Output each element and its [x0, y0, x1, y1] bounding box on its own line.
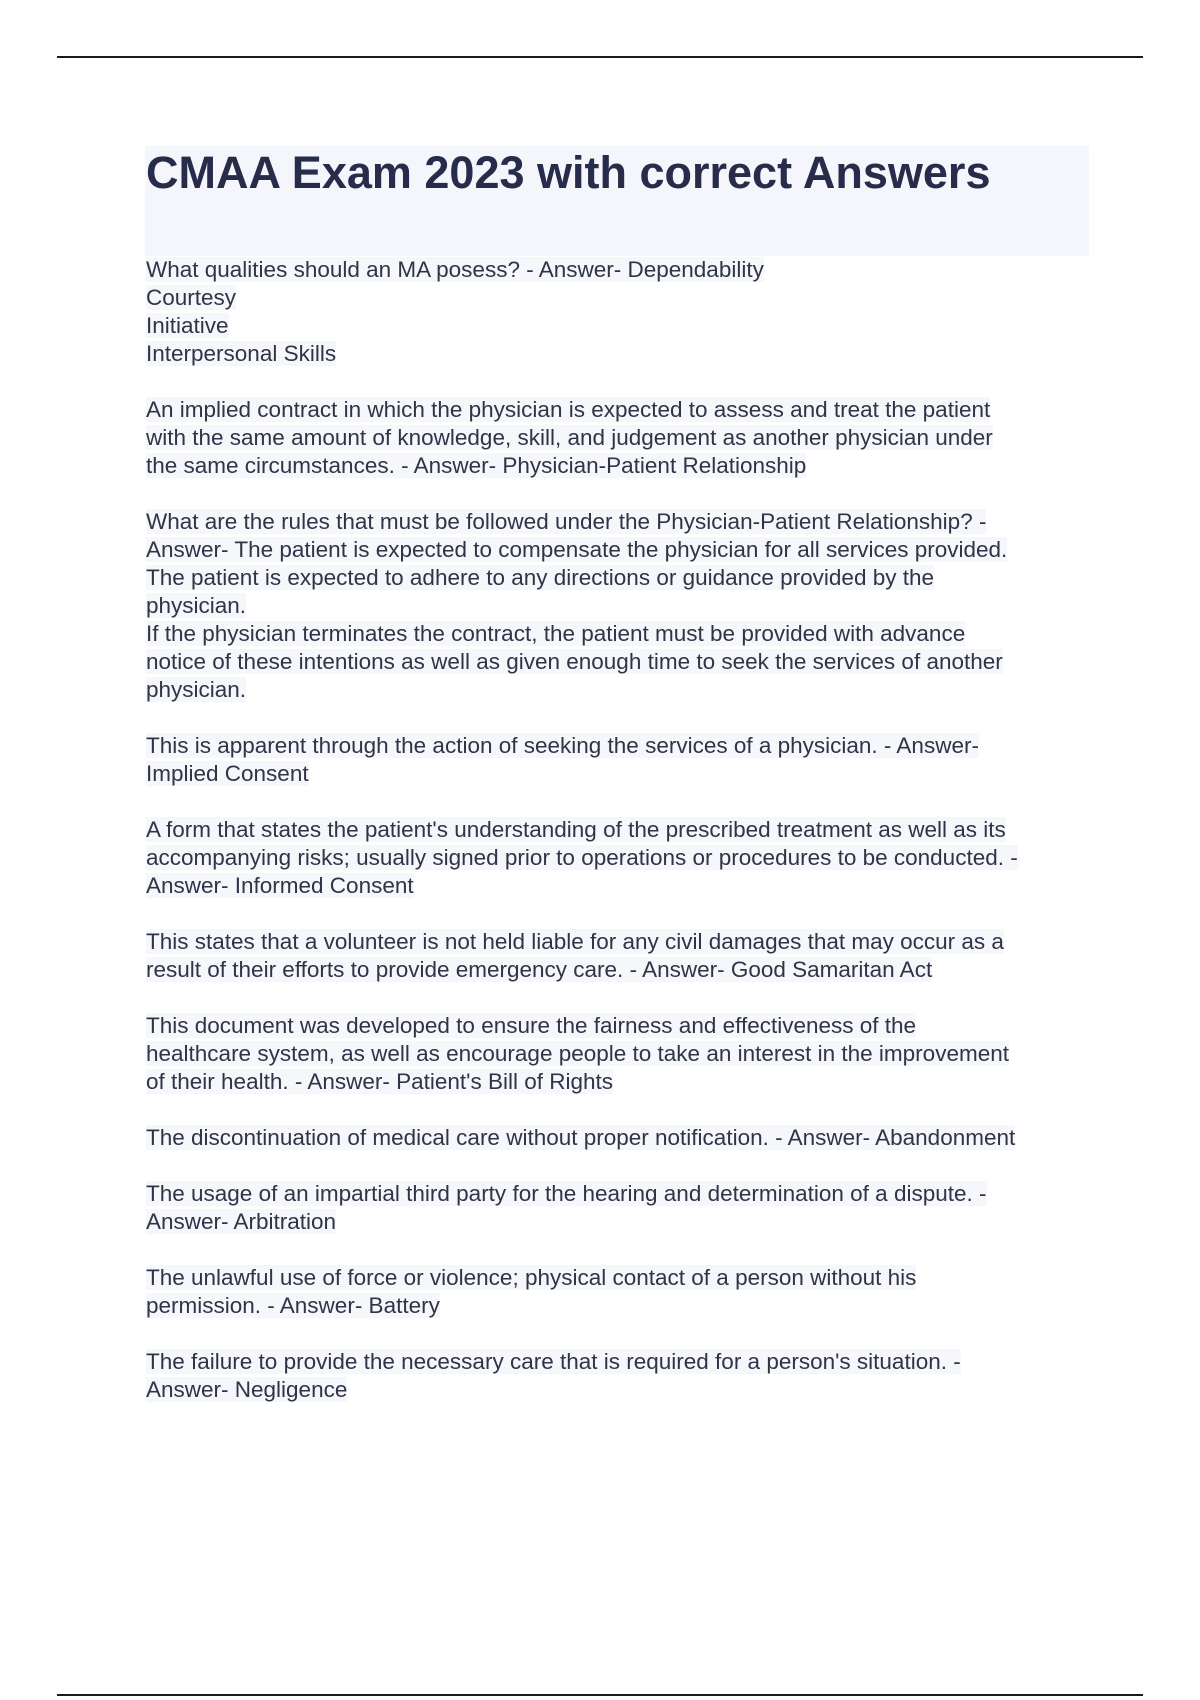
qa-line: physician. — [146, 593, 247, 618]
qa-entry — [146, 1124, 1096, 1152]
qa-line: Answer- Arbitration — [146, 1209, 337, 1234]
qa-line: Initiative — [146, 313, 229, 338]
qa-line: What qualities should an MA posess? - Answer- Dependability — [146, 257, 764, 282]
qa-line: The failure to provide the necessary care that is required for a person's situation. - — [146, 1349, 961, 1374]
qa-line: result of their efforts to provide emergency care. - Answer- Good Samaritan Act — [146, 957, 933, 982]
document-title: CMAA Exam 2023 with correct Answers — [146, 147, 991, 198]
qa-line: permission. - Answer- Battery — [146, 1293, 440, 1318]
qa-line: Answer- The patient is expected to compensate the physician for all services provided. — [146, 537, 1008, 562]
qa-line: This states that a volunteer is not held liable for any civil damages that may occur as a — [146, 929, 1004, 954]
qa-entry — [146, 508, 1096, 704]
qa-line: This document was developed to ensure the fairness and effectiveness of the — [146, 1013, 917, 1038]
header-rule — [57, 56, 1143, 58]
qa-line: physician. — [146, 677, 247, 702]
qa-entry — [146, 1264, 1096, 1320]
qa-line: An implied contract in which the physician is expected to assess and treat the patient — [146, 397, 991, 422]
qa-line: The discontinuation of medical care without proper notification. - Answer- Abandonment — [146, 1125, 1016, 1150]
qa-line: If the physician terminates the contract, the patient must be provided with advance — [146, 621, 966, 646]
qa-line: The usage of an impartial third party for the hearing and determination of a dispute. - — [146, 1181, 987, 1206]
qa-line: This is apparent through the action of seeking the services of a physician. - Answer- — [146, 733, 979, 758]
qa-entry — [146, 928, 1096, 984]
qa-entry — [146, 256, 1096, 368]
qa-line: Answer- Informed Consent — [146, 873, 414, 898]
qa-entry — [146, 816, 1096, 900]
qa-line: healthcare system, as well as encourage people to take an interest in the improvement — [146, 1041, 1009, 1066]
qa-line: the same circumstances. - Answer- Physician-Patient Relationship — [146, 453, 807, 478]
qa-line: of their health. - Answer- Patient's Bill of Rights — [146, 1069, 614, 1094]
qa-line: Courtesy — [146, 285, 237, 310]
qa-list — [146, 256, 1096, 1432]
qa-entry — [146, 1348, 1096, 1404]
qa-entry — [146, 1180, 1096, 1236]
qa-line: Answer- Negligence — [146, 1377, 348, 1402]
qa-line: The patient is expected to adhere to any directions or guidance provided by the — [146, 565, 935, 590]
qa-line: Interpersonal Skills — [146, 341, 337, 366]
qa-line: with the same amount of knowledge, skill, and judgement as another physician under — [146, 425, 993, 450]
qa-line: A form that states the patient's understanding of the prescribed treatment as well as its — [146, 817, 1006, 842]
footer-rule — [57, 1694, 1143, 1696]
qa-entry — [146, 1012, 1096, 1096]
qa-line: The unlawful use of force or violence; physical contact of a person without his — [146, 1265, 917, 1290]
qa-line: What are the rules that must be followed under the Physician-Patient Relationship? - — [146, 509, 987, 534]
qa-line: accompanying risks; usually signed prior to operations or procedures to be conducted. - — [146, 845, 1018, 870]
qa-entry — [146, 396, 1096, 480]
qa-line: Implied Consent — [146, 761, 309, 786]
qa-entry — [146, 732, 1096, 788]
qa-line: notice of these intentions as well as given enough time to seek the services of another — [146, 649, 1003, 674]
